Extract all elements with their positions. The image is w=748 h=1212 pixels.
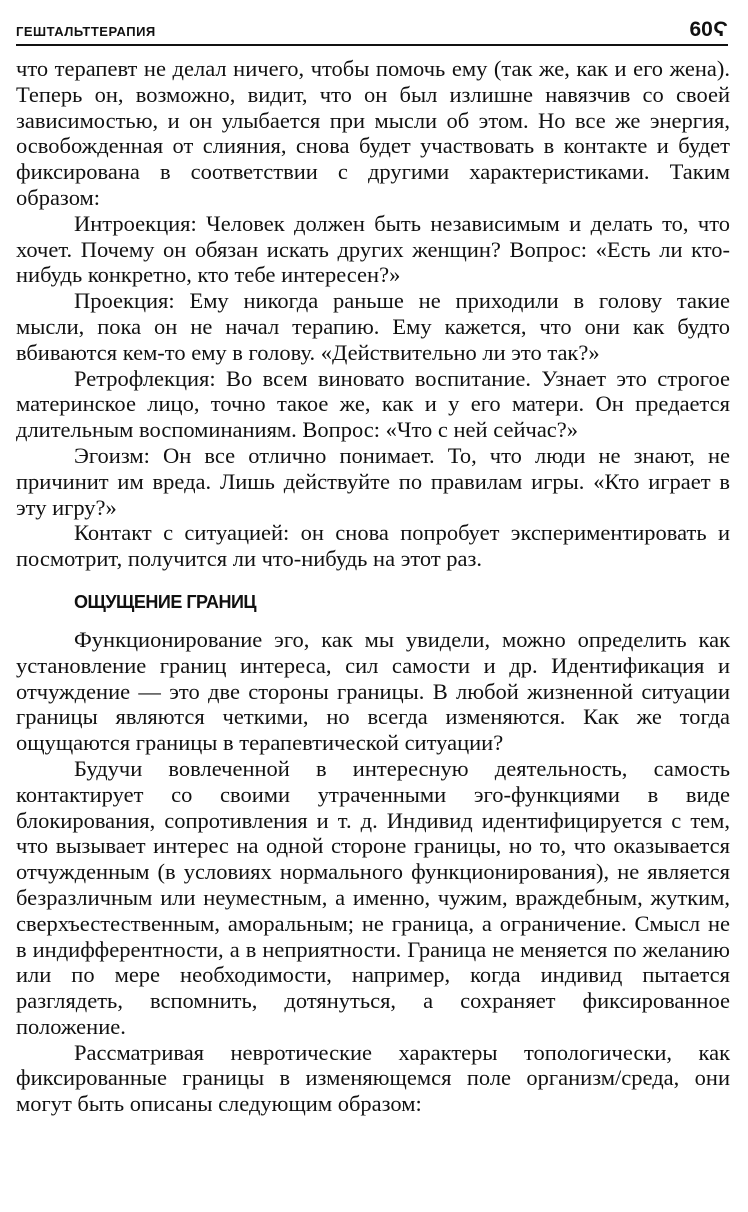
page-number: 60Ϛ [689,18,728,41]
section-heading: ОЩУЩЕНИЕ ГРАНИЦ [74,591,257,612]
paragraph-self-contact: Будучи вовлеченной в интересную деятельность, самость контактирует со своими утраченными эго-функциями в виде блокирования, сопротивления и т. д. Индивид идентифицируется с тем, что вызывает интерес на одной стороне границы, но то, что оказывается отчужденным (в условиях нормального функционирования), не является безразличным или неуместным, а именно, чужим, враждебным, жутким, сверхъестественным, аморальным; не граница, а ограничение. Смысл не в индифферентности, а в неприятности. Граница не меняется по желанию или по мере необходимости, например, когда индивид пытается разглядеть, вспомнить, дотянуться, а сохраняет фиксированное положение. [16,755,730,1039]
paragraph-continuation: что терапевт не делал ничего, чтобы помочь ему (так же, как и его жена). Теперь он, возможно, видит, что он был излишне навязчив со своей зависимостью, и он улыбается при мысли об этом. Но все же энергия, освобожденная от слияния, снова будет участвовать в контакте и будет фиксирована в соответствии с другими характеристиками. Таким образом: [16,56,730,210]
paragraph-egotism: Эгоизм: Он все отлично понимает. То, что люди не знают, не причинит им вреда. Лишь действуйте по правилам игры. «Кто играет в эту игру?» [16,442,730,520]
running-title: ГЕШТАЛЬТТЕРАПИЯ [16,24,156,39]
paragraph-retroflection: Ретрофлекция: Во всем виновато воспитание. Узнает это строгое материнское лицо, точно такое же, как и у его матери. Он предается длительным воспоминаниям. Вопрос: «Что с ней сейчас?» [16,365,730,443]
paragraph-projection: Проекция: Ему никогда раньше не приходили в голову такие мысли, пока он не начал терапию. Ему кажется, что они как будто вбиваются кем-то ему в голову. «Действительно ли это так?» [16,288,730,365]
running-header [16,18,728,46]
paragraph-ego-functioning: Функционирование эго, как мы увидели, можно определить как установление границ интереса, сил самости и др. Идентификация и отчуждение — это две стороны границы. В любой жизненной ситуации границы являются четкими, но всегда изменяются. Как же тогда ощущаются границы в терапевтической ситуации? [16,626,730,756]
page-body [16,56,730,1117]
paragraph-introjection: Интроекция: Человек должен быть независимым и делать то, что хочет. Почему он обязан искать других женщин? Вопрос: «Есть ли кто-нибудь конкретно, кто тебе интересен?» [16,210,730,288]
paragraph-topology: Рассматривая невротические характеры топологически, как фиксированные границы в изменяющемся поле организм/среда, они могут быть описаны следующим образом: [16,1039,730,1117]
paragraph-contact: Контакт с ситуацией: он снова попробует экспериментировать и посмотрит, получится ли что-нибудь на этот раз. [16,520,730,572]
